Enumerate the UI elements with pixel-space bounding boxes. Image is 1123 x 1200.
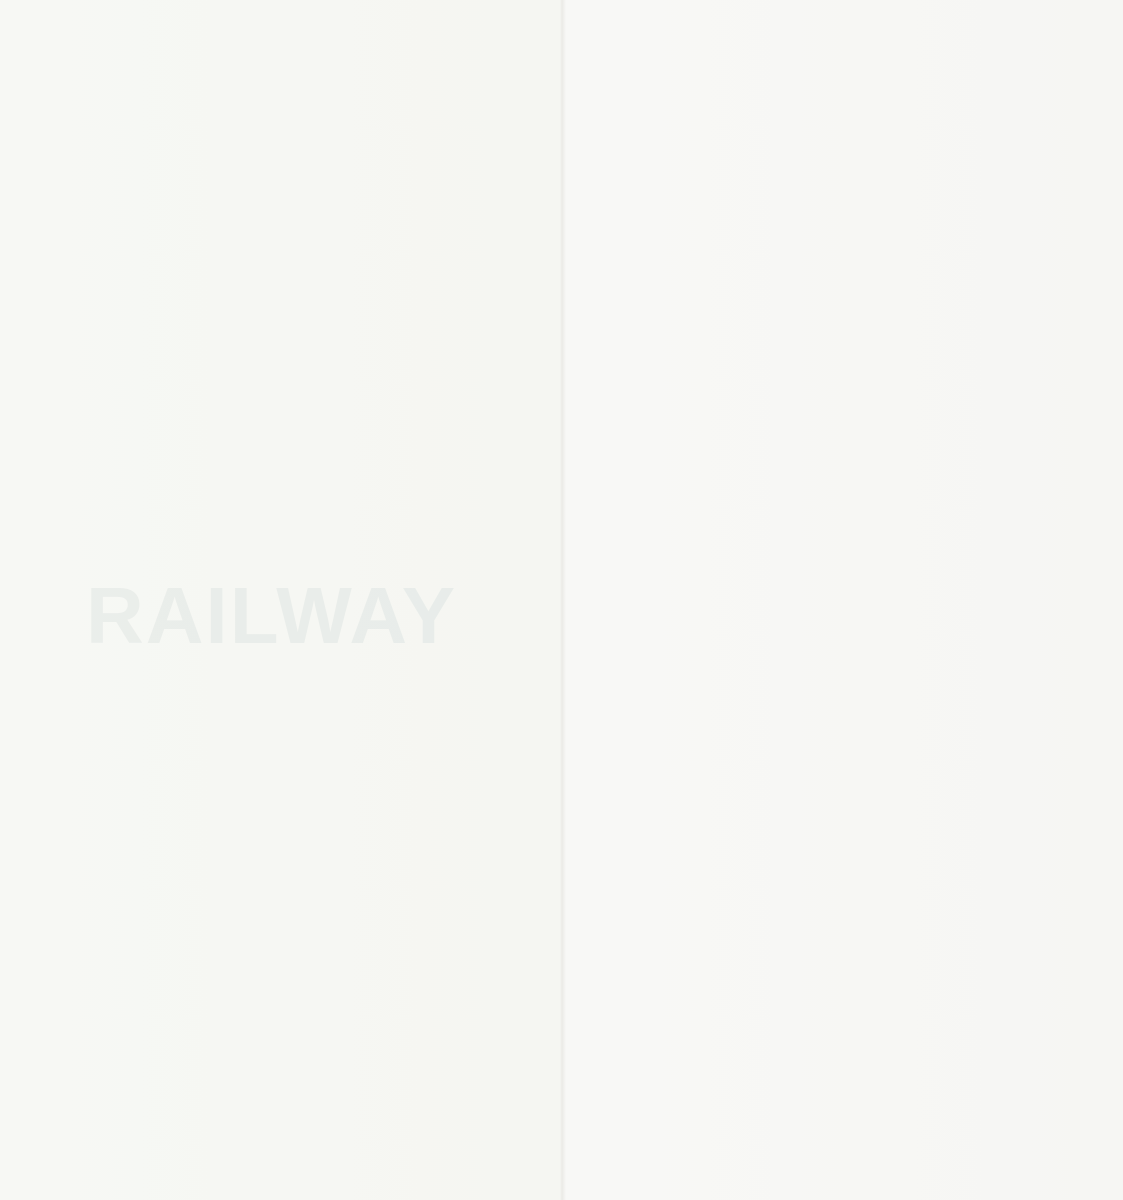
watermark: RAILWAY bbox=[86, 571, 458, 660]
